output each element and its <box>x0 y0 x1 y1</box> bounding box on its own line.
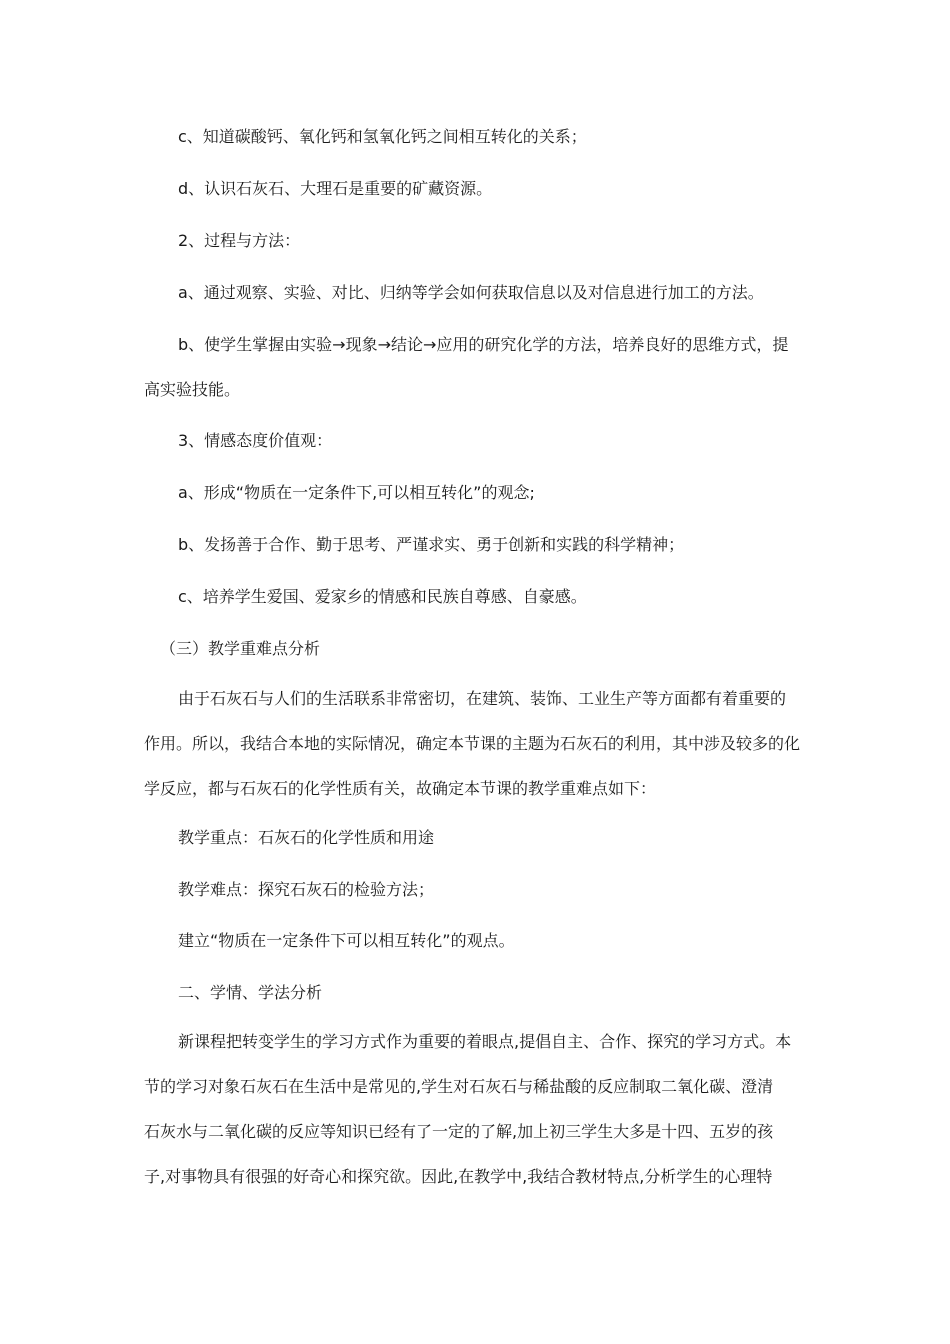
objective-c-line: c、知道碳酸钙、氧化钙和氢氧化钙之间相互转化的关系； <box>178 127 587 146</box>
process-b-continuation: 高实验技能。 <box>144 380 241 399</box>
learning-paragraph-line-2: 节的学习对象石灰石在生活中是常见的,学生对石灰石与稀盐酸的反应制取二氧化碳、澄清 <box>144 1077 774 1096</box>
learning-paragraph-line-1: 新课程把转变学生的学习方式作为重要的着眼点,提倡自主、合作、探究的学习方式。本 <box>178 1032 792 1051</box>
section-process-method-heading: 2、过程与方法： <box>178 231 301 250</box>
difficult-point-continuation: 建立“物质在一定条件下可以相互转化”的观点。 <box>178 931 515 950</box>
section-key-difficult-heading: （三）教学重难点分析 <box>160 639 321 658</box>
attitude-a-line: a、形成“物质在一定条件下,可以相互转化”的观念; <box>178 483 535 502</box>
process-b-line: b、使学生掌握由实验→现象→结论→应用的研究化学的方法，培养良好的思维方式，提 <box>178 335 789 354</box>
section-learning-analysis-heading: 二、学情、学法分析 <box>178 983 323 1002</box>
attitude-b-line: b、发扬善于合作、勤于思考、严谨求实、勇于创新和实践的科学精神； <box>178 535 685 554</box>
learning-paragraph-line-3: 石灰水与二氧化碳的反应等知识已经有了一定的了解,加上初三学生大多是十四、五岁的孩 <box>144 1122 774 1141</box>
analysis-paragraph-line-3: 学反应，都与石灰石的化学性质有关，故确定本节课的教学重难点如下： <box>144 779 657 798</box>
key-point-line: 教学重点：石灰石的化学性质和用途 <box>178 828 435 847</box>
section-attitude-heading: 3、情感态度价值观： <box>178 431 333 450</box>
objective-d-line: d、认识石灰石、大理石是重要的矿藏资源。 <box>178 179 493 198</box>
learning-paragraph-line-4: 子,对事物具有很强的好奇心和探究欲。因此,在教学中,我结合教材特点,分析学生的心理特 <box>144 1167 773 1186</box>
difficult-point-line: 教学难点：探究石灰石的检验方法； <box>178 880 435 899</box>
attitude-c-line: c、培养学生爱国、爱家乡的情感和民族自尊感、自豪感。 <box>178 587 587 606</box>
analysis-paragraph-line-2: 作用。所以，我结合本地的实际情况，确定本节课的主题为石灰石的利用，其中涉及较多的化 <box>144 734 801 753</box>
analysis-paragraph-line-1: 由于石灰石与人们的生活联系非常密切，在建筑、装饰、工业生产等方面都有着重要的 <box>178 689 787 708</box>
process-a-line: a、通过观察、实验、对比、归纳等学会如何获取信息以及对信息进行加工的方法。 <box>178 283 764 302</box>
